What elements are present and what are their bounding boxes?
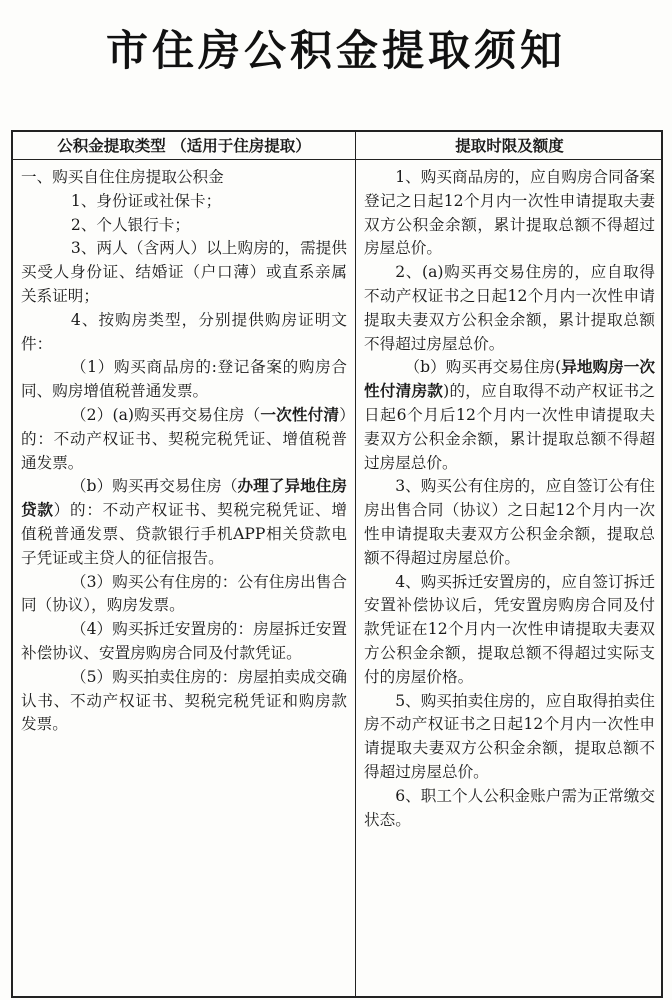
limit-item: 5、购买拍卖住房的，应自取得拍卖住房不动产权证书之日起12个月内一次性申请提取夫妻双方公积金余额，提取总额不得超过房屋总价。 bbox=[364, 691, 655, 781]
bold-emphasis: 异地购房一次性付清房款 bbox=[364, 358, 655, 401]
limit-item: 1、购买商品房的，应自购房合同备案登记之日起12个月内一次性申请提取夫妻双方公积金余额，累计提取总额不得超过房屋总价。 bbox=[364, 168, 655, 258]
document-item: （4）购买拆迁安置房的：房屋拆迁安置补偿协议、安置房购房合同及付款凭证。 bbox=[21, 620, 347, 662]
text-segment: )的，应自取得不动产权证书之日起6个月后12个月内一次性申请提取夫妻双方公积金余额，累计提取总额不得超过房屋总价。 bbox=[364, 382, 655, 472]
text-segment: （b）购买再交易住房( bbox=[404, 358, 562, 377]
withdrawal-types-column bbox=[13, 160, 356, 996]
requirement-item: 4、按购房类型，分别提供购房证明文件： bbox=[21, 310, 347, 353]
document-item: （1）购买商品房的:登记备案的购房合同、购房增值税普通发票。 bbox=[21, 358, 347, 401]
text-segment: （b）购买再交易住房（ bbox=[70, 477, 238, 496]
right-column-header: 提取时限及额度 bbox=[356, 132, 663, 160]
document-item bbox=[21, 404, 347, 475]
limit-item: 2、(a)购买再交易住房的，应自取得不动产权证书之日起12个月内一次性申请提取夫妻双方公积金余额，累计提取总额不得超过房屋总价。 bbox=[364, 263, 655, 353]
text-segment: （2）(a)购买再交易住房（ bbox=[70, 405, 261, 424]
page-title: 市住房公积金提取须知 bbox=[105, 26, 566, 75]
limit-item: 6、职工个人公积金账户需为正常缴交状态。 bbox=[364, 786, 655, 829]
section-heading: 一、购买自住住房提取公积金 bbox=[21, 168, 224, 186]
bold-emphasis: 一次性付清 bbox=[260, 405, 340, 424]
document-item bbox=[21, 475, 347, 570]
bold-emphasis: 办理了异地住房贷款 bbox=[21, 477, 347, 520]
requirement-item: 1、身份证或社保卡； bbox=[70, 191, 222, 210]
time-limits-column bbox=[356, 160, 663, 996]
document-item: （3）购买公有住房的：公有住房出售合同（协议），购房发票。 bbox=[21, 572, 347, 615]
requirement-item: 3、两人（含两人）以上购房的，需提供买受人身份证、结婚证（户口薄）或直系亲属关系证明； bbox=[21, 239, 347, 305]
limit-item bbox=[364, 356, 655, 475]
document-item: （5）购买拍卖住房的：房屋拍卖成交确认书、不动产权证书、契税完税凭证和购房款发票。 bbox=[21, 667, 347, 734]
text-segment: ）的：不动产权证书、契税完税凭证、增值税普通发票、贷款银行手机APP相关贷款电子凭证或主贷人的征信报告。 bbox=[21, 501, 347, 567]
limit-item: 3、购买公有住房的，应自签订公有住房出售合同（协议）之日起12个月内一次性申请提取夫妻双方公积金余额，提取总额不得超过房屋总价。 bbox=[364, 477, 655, 567]
limit-item: 4、购买拆迁安置房的，应自签订拆迁安置补偿协议后，凭安置房购房合同及付款凭证在12个月内一次性申请提取夫妻双方公积金余额，提取总额不得超过实际支付的房屋价格。 bbox=[364, 572, 655, 686]
text-segment: ）的：不动产权证书、契税完税凭证、增值税普通发票。 bbox=[21, 405, 347, 472]
left-column-header: 公积金提取类型 （适用于住房提取） bbox=[13, 132, 356, 160]
notice-table bbox=[11, 130, 663, 998]
requirement-item: 2、个人银行卡； bbox=[70, 215, 190, 234]
